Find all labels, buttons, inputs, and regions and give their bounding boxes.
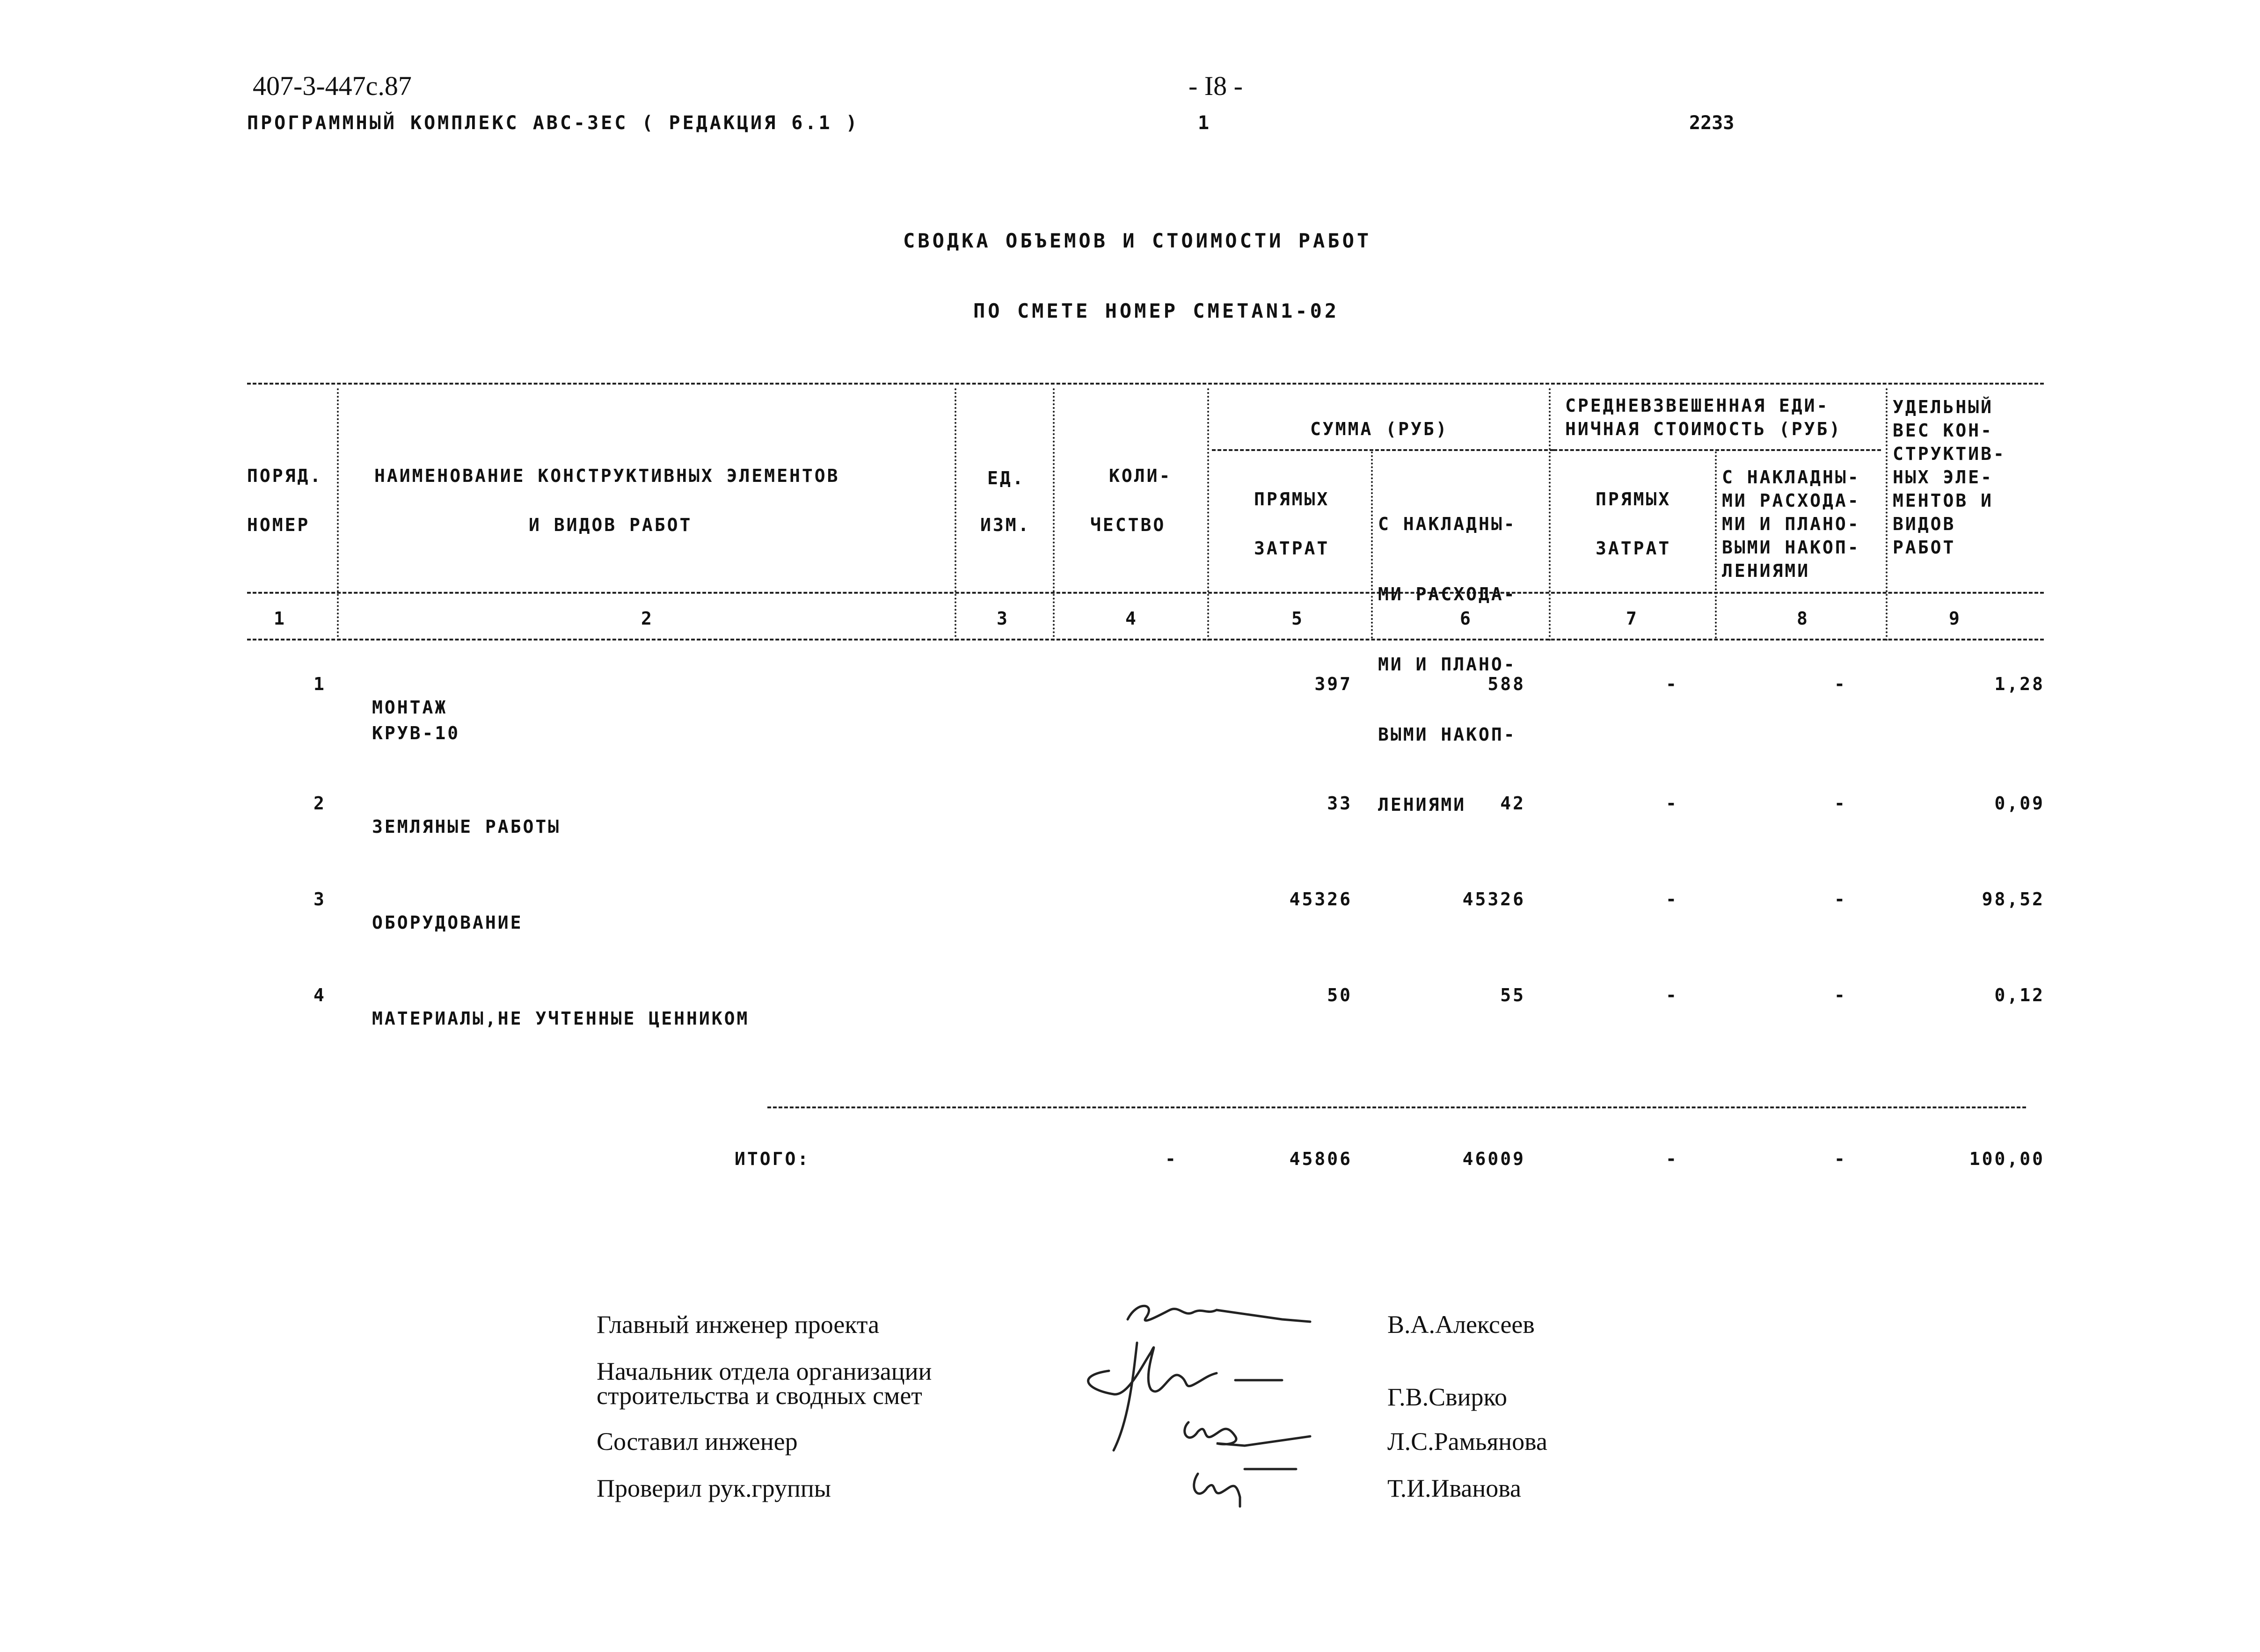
document-subtitle: ПО СМЕТЕ НОМЕР СМЕТАN1-02 [973, 299, 1340, 322]
header-direct-line1: ПРЯМЫХ [1254, 489, 1330, 509]
header-order-no-line1: ПОРЯД. [247, 466, 323, 486]
col-divider-6 [1549, 388, 1551, 641]
row-name: МОНТАЖ [372, 697, 448, 718]
signature-role: Начальник отдела организации строительства и сводных смет [597, 1357, 932, 1410]
header-share-line: ВИДОВ [1893, 514, 1956, 534]
column-number: 2 [641, 608, 654, 629]
total-avg-direct: - [1666, 1149, 1678, 1169]
signature-name: В.А.Алексеев [1387, 1310, 1535, 1339]
total-overhead-cost: 46009 [1462, 1149, 1525, 1169]
signature-role: Главный инженер проекта [597, 1310, 880, 1339]
col-divider-3 [1053, 388, 1055, 641]
col-divider-1 [337, 388, 339, 641]
header-overhead-line: С НАКЛАДНЫ- [1378, 514, 1516, 534]
header-avg-group-line1: СРЕДНЕВЗВЕШЕННАЯ ЕДИ- [1565, 395, 1830, 416]
row-direct-cost: 45326 [1289, 889, 1352, 910]
header-overhead-line: ЛЕНИЯМИ [1378, 794, 1466, 815]
row-overhead-cost: 45326 [1462, 889, 1525, 910]
total-label: ИТОГО: [735, 1149, 810, 1169]
sheet-number: 1 [1198, 112, 1210, 134]
row-avg-overhead: - [1834, 889, 1847, 910]
column-number: 3 [997, 608, 1009, 629]
sheet-code: 2233 [1689, 112, 1735, 134]
header-avg-group-line2: НИЧНАЯ СТОИМОСТЬ (РУБ) [1565, 419, 1842, 439]
row-direct-cost: 50 [1327, 985, 1352, 1005]
total-avg-overhead: - [1834, 1149, 1847, 1169]
total-top-rule [767, 1106, 2026, 1108]
row-share: 1,28 [1994, 674, 2045, 694]
row-direct-cost: 397 [1314, 674, 1352, 694]
header-order-no-line2: НОМЕР [247, 515, 310, 535]
col-divider-7 [1715, 451, 1717, 639]
column-number: 1 [274, 608, 286, 629]
handwritten-signatures [1020, 1282, 1376, 1516]
total-direct-cost: 45806 [1289, 1149, 1352, 1169]
col-divider-5 [1371, 451, 1373, 639]
row-name: ЗЕМЛЯНЫЕ РАБОТЫ [372, 816, 561, 837]
signature-name: Г.В.Свирко [1387, 1383, 1508, 1411]
row-number: 4 [313, 985, 326, 1005]
column-number: 7 [1626, 608, 1639, 629]
colnum-bottom-rule [247, 639, 2044, 640]
header-overhead-line: МИ РАСХОДА- [1378, 584, 1516, 604]
row-share: 0,09 [1994, 793, 2045, 814]
total-share: 100,00 [1969, 1149, 2045, 1169]
avg-group-rule [1553, 449, 1881, 451]
header-avg-direct-line2: ЗАТРАТ [1596, 538, 1671, 559]
header-name-line2: И ВИДОВ РАБОТ [529, 515, 693, 535]
header-avg-overhead-line: МИ И ПЛАНО- [1722, 514, 1860, 534]
row-avg-overhead: - [1834, 985, 1847, 1005]
signature-name: Т.И.Иванова [1387, 1474, 1521, 1502]
header-share-line: НЫХ ЭЛЕ- [1893, 467, 1994, 488]
column-number: 8 [1797, 608, 1809, 629]
row-number: 2 [313, 793, 326, 814]
header-avg-overhead-line: МИ РАСХОДА- [1722, 490, 1860, 511]
table-top-rule [247, 383, 2044, 385]
row-overhead-cost: 42 [1500, 793, 1525, 814]
row-overhead-cost: 55 [1500, 985, 1525, 1005]
signature-role: Проверил рук.группы [597, 1474, 831, 1502]
program-line: ПРОГРАММНЫЙ КОМПЛЕКС АВС-3ЕС ( РЕДАКЦИЯ 6.1 ) [247, 112, 860, 134]
header-avg-overhead-line: ВЫМИ НАКОП- [1722, 537, 1860, 558]
header-avg-overhead-line: С НАКЛАДНЫ- [1722, 467, 1860, 488]
row-direct-cost: 33 [1327, 793, 1352, 814]
header-avg-direct-line1: ПРЯМЫХ [1596, 489, 1671, 509]
row-overhead-cost: 588 [1487, 674, 1525, 694]
header-name-line1: НАИМЕНОВАНИЕ КОНСТРУКТИВНЫХ ЭЛЕМЕНТОВ [374, 466, 840, 486]
signature-role: Составил инженер [597, 1427, 798, 1456]
row-name: МАТЕРИАЛЫ,НЕ УЧТЕННЫЕ ЦЕННИКОМ [372, 1008, 750, 1029]
document-title: СВОДКА ОБЪЕМОВ И СТОИМОСТИ РАБОТ [903, 229, 1372, 252]
column-number: 9 [1949, 608, 1961, 629]
page-number: - I8 - [1188, 71, 1243, 101]
row-number: 1 [313, 674, 326, 694]
row-avg-direct: - [1666, 674, 1678, 694]
row-number: 3 [313, 889, 326, 910]
row-share: 98,52 [1982, 889, 2045, 910]
header-avg-overhead [1722, 466, 1860, 582]
header-overhead [1378, 466, 1516, 840]
total-qty: - [1165, 1149, 1178, 1169]
sum-group-rule [1212, 449, 1553, 451]
col-divider-8 [1886, 388, 1888, 641]
row-avg-overhead: - [1834, 793, 1847, 814]
header-qty-line2: ЧЕСТВО [1090, 515, 1166, 535]
col-divider-2 [955, 388, 956, 641]
row-name: КРУВ-10 [372, 723, 460, 743]
col-divider-4 [1207, 388, 1209, 641]
row-avg-overhead: - [1834, 674, 1847, 694]
header-share [1893, 395, 2006, 559]
row-share: 0,12 [1994, 985, 2045, 1005]
document-code: 407-3-447с.87 [253, 71, 412, 101]
header-share-line: ВЕС КОН- [1893, 420, 1994, 441]
row-name: ОБОРУДОВАНИЕ [372, 912, 523, 933]
column-number: 5 [1291, 608, 1304, 629]
header-qty-line1: КОЛИ- [1109, 466, 1172, 486]
row-avg-direct: - [1666, 793, 1678, 814]
header-share-line: РАБОТ [1893, 537, 1956, 558]
header-overhead-line: ВЫМИ НАКОП- [1378, 724, 1516, 745]
header-share-line: МЕНТОВ И [1893, 490, 1994, 511]
header-share-line: СТРУКТИВ- [1893, 444, 2006, 464]
row-avg-direct: - [1666, 985, 1678, 1005]
header-direct-line2: ЗАТРАТ [1254, 538, 1330, 559]
header-unit-line2: ИЗМ. [980, 515, 1031, 535]
signature-name: Л.С.Рамьянова [1387, 1427, 1547, 1456]
column-number: 4 [1125, 608, 1138, 629]
header-unit-line1: ЕД. [987, 468, 1025, 488]
header-bottom-rule [247, 592, 2044, 594]
header-avg-overhead-line: ЛЕНИЯМИ [1722, 560, 1810, 581]
header-share-line: УДЕЛЬНЫЙ [1893, 397, 1994, 417]
column-number: 6 [1460, 608, 1473, 629]
header-overhead-line: МИ И ПЛАНО- [1378, 654, 1516, 675]
row-avg-direct: - [1666, 889, 1678, 910]
header-sum-group: СУММА (РУБ) [1310, 419, 1449, 439]
